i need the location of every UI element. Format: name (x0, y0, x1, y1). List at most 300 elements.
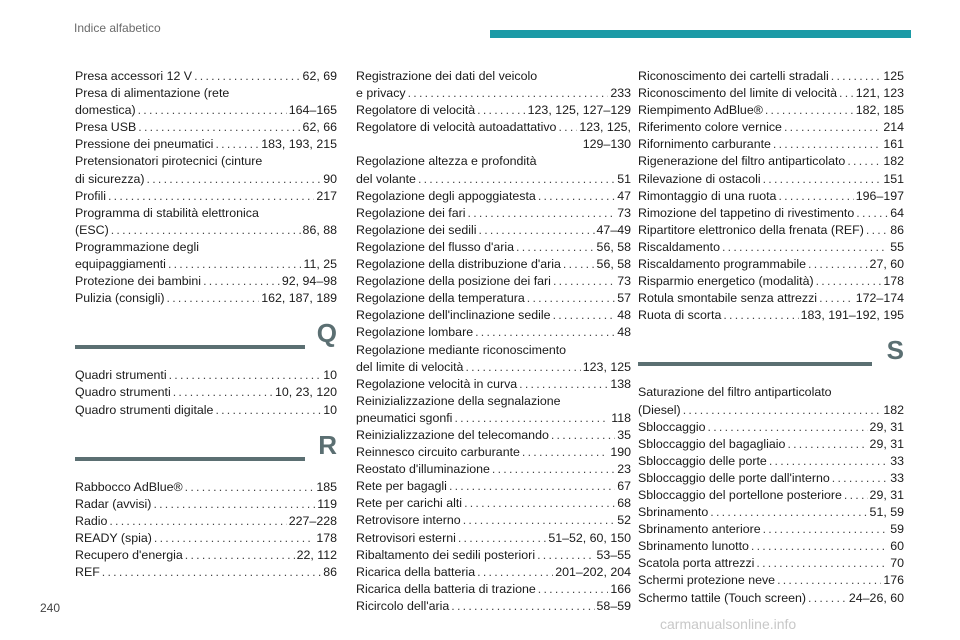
entry-line (638, 171, 904, 188)
index-entry[interactable] (638, 239, 904, 256)
index-entry[interactable] (356, 205, 631, 222)
page-references[interactable]: 27, 60 (869, 257, 904, 272)
entry-line (356, 512, 631, 529)
entry-line (638, 102, 904, 119)
page-references[interactable]: 201–202, 204 (555, 564, 631, 579)
index-entry[interactable] (638, 384, 904, 418)
page-references[interactable]: 29, 31 (869, 487, 904, 502)
entry-line (356, 273, 631, 290)
dot-leader (558, 119, 577, 136)
dot-leader (819, 290, 854, 307)
entry-line (356, 444, 631, 461)
entry-line (638, 590, 904, 607)
dot-leader (722, 239, 888, 256)
entry-text: Recupero d'energia (75, 547, 183, 562)
dot-leader (154, 530, 314, 547)
dot-leader (451, 598, 594, 615)
page-references[interactable]: 52 (617, 513, 631, 528)
index-entry[interactable] (638, 222, 904, 239)
index-entry[interactable] (638, 188, 904, 205)
dot-leader (464, 495, 615, 512)
index-entry[interactable] (638, 205, 904, 222)
entry-text: Riconoscimento dei cartelli stradali (638, 69, 829, 83)
page-references[interactable]: 227–228 (288, 513, 337, 528)
index-entry[interactable] (638, 504, 904, 521)
entry-text: Regolazione della posizione dei fari (356, 274, 551, 289)
index-entry[interactable] (638, 521, 904, 538)
entry-text: Regolazione lombare (356, 325, 474, 340)
index-entry[interactable] (638, 171, 904, 188)
dot-leader (463, 512, 616, 529)
page-references[interactable]: 47–49 (596, 222, 631, 237)
dot-leader (108, 188, 314, 205)
entry-line (75, 119, 337, 136)
dot-leader (109, 513, 286, 530)
index-entry[interactable] (638, 307, 904, 324)
entry-line (638, 555, 904, 572)
entry-text: Regolazione dei fari (356, 205, 466, 220)
index-entry[interactable] (356, 273, 631, 290)
index-entry[interactable] (75, 188, 337, 205)
index-entry[interactable] (356, 478, 631, 495)
dot-leader (408, 85, 609, 102)
entry-text: Retrovisore interno (356, 513, 461, 528)
dot-leader (102, 564, 321, 581)
entry-line (356, 359, 631, 376)
index-entry[interactable] (75, 496, 337, 513)
entry-text: (Diesel) (638, 402, 681, 417)
page-references[interactable]: 73 (617, 205, 631, 220)
page-number: 240 (40, 601, 61, 615)
entry-line (356, 461, 631, 478)
entry-line (356, 222, 631, 239)
entry-text: Regolatore di velocità (356, 103, 476, 118)
index-entry[interactable] (75, 547, 337, 564)
entry-line (356, 598, 631, 615)
index-entry[interactable] (356, 307, 631, 324)
dot-leader (808, 590, 847, 607)
entry-text: Quadro strumenti digitale (75, 402, 214, 417)
page-references[interactable]: 58–59 (596, 598, 631, 613)
entry-text: Regolazione velocità in curva (356, 376, 518, 391)
entry-line (638, 119, 904, 136)
page-references[interactable]: 70 (890, 556, 904, 571)
dot-leader (475, 324, 615, 341)
index-entry[interactable] (356, 512, 631, 529)
page-references[interactable]: 164–165 (288, 103, 337, 118)
section-header-r (75, 429, 337, 473)
entry-line (638, 572, 904, 589)
entry-line (356, 478, 631, 495)
page-references[interactable]: 35 (617, 427, 631, 442)
page-references[interactable]: 48 (617, 308, 631, 323)
entry-text: Profili (75, 188, 106, 203)
page-references[interactable]: 51–52, 60, 150 (548, 530, 631, 545)
index-entry[interactable] (75, 153, 337, 187)
entry-text: Regolazione dell'inclinazione sedile (356, 308, 551, 323)
entry-line (638, 419, 904, 436)
dot-leader (522, 444, 608, 461)
page-references[interactable]: 118 (611, 410, 631, 425)
page-references[interactable]: 56, 58 (596, 239, 631, 254)
dot-leader (519, 376, 608, 393)
index-entry[interactable] (638, 572, 904, 589)
page-references[interactable]: 86 (323, 565, 337, 580)
dot-leader (538, 188, 615, 205)
index-entry[interactable] (75, 136, 337, 153)
dot-leader (847, 153, 881, 170)
index-entry[interactable] (75, 85, 337, 119)
index-entry[interactable] (75, 530, 337, 547)
page-references[interactable]: 121, 123 (855, 86, 904, 101)
page-references[interactable]: 92, 94–98 (281, 274, 337, 289)
page-references[interactable]: 10 (323, 402, 337, 417)
index-entry[interactable] (356, 393, 631, 427)
dot-leader (832, 470, 888, 487)
dot-leader (465, 359, 580, 376)
entry-line (356, 410, 631, 427)
page-references[interactable]: 182, 185 (855, 103, 904, 118)
entry-text: Ribaltamento dei sedili posteriori (356, 547, 536, 562)
entry-line (75, 171, 337, 188)
index-entry[interactable] (356, 239, 631, 256)
entry-text: Pretensionatori pirotecnici (cinture (75, 154, 263, 169)
entry-line (638, 521, 904, 538)
dot-leader (866, 222, 888, 239)
entry-text: Schermo tattile (Touch screen) (638, 590, 807, 605)
page-references-continued[interactable]: 129–130 (582, 137, 631, 152)
page-references[interactable]: 90 (323, 171, 337, 186)
dot-leader (168, 256, 302, 273)
page-references[interactable]: 182 (883, 402, 904, 417)
page-references[interactable]: 214 (883, 120, 904, 135)
page-references[interactable]: 59 (890, 522, 904, 537)
entry-line (638, 136, 904, 153)
index-entry[interactable] (356, 598, 631, 615)
index-entry[interactable] (356, 564, 631, 581)
page-references[interactable]: 119 (317, 496, 337, 511)
entry-text: Presa di alimentazione (rete (75, 86, 230, 101)
index-entry[interactable] (75, 205, 337, 239)
page-references[interactable]: 176 (883, 573, 904, 588)
index-entry[interactable] (75, 119, 337, 136)
page-references[interactable]: 51, 59 (869, 505, 904, 520)
entry-text: Sbrinamento (638, 505, 709, 520)
page-references[interactable]: 190 (610, 445, 631, 460)
entry-line (75, 68, 337, 85)
dot-leader (708, 419, 868, 436)
entry-text: Scatola porta attrezzi (638, 556, 755, 571)
entry-text: Rabbocco AdBlue® (75, 479, 183, 494)
entry-text: Quadro strumenti (75, 385, 171, 400)
index-entry[interactable] (75, 384, 337, 401)
index-entry[interactable] (356, 427, 631, 444)
entry-line (75, 188, 337, 205)
index-column-3 (638, 68, 904, 607)
dot-leader (527, 290, 615, 307)
entry-text: Reinnesco circuito carburante (356, 445, 520, 460)
section-header-q (75, 318, 337, 361)
index-entry[interactable] (356, 102, 631, 119)
entry-line (356, 119, 631, 136)
entry-text: Quadri strumenti (75, 368, 167, 383)
index-entry[interactable] (356, 256, 631, 273)
index-entry[interactable] (638, 68, 904, 85)
page-references[interactable]: 62, 66 (302, 120, 337, 135)
dot-leader (169, 367, 322, 384)
entry-text: Pressione dei pneumatici (75, 137, 214, 152)
index-entry[interactable] (638, 119, 904, 136)
entry-text: Riempimento AdBlue® (638, 103, 763, 118)
entry-text: Radar (avvisi) (75, 496, 152, 511)
entry-line (356, 188, 631, 205)
page-references[interactable]: 196–197 (855, 188, 904, 203)
dot-leader (492, 461, 615, 478)
page-references[interactable]: 64 (890, 205, 904, 220)
index-entry[interactable] (638, 153, 904, 170)
page-references[interactable]: 29, 31 (869, 419, 904, 434)
entry-text: Presa USB (75, 120, 137, 135)
index-entry[interactable] (638, 470, 904, 487)
index-entry[interactable] (356, 68, 631, 102)
dot-leader (468, 205, 616, 222)
page-references[interactable]: 56, 58 (596, 257, 631, 272)
dot-leader (765, 102, 854, 119)
entry-line (75, 273, 337, 290)
entry-text: Riferimento colore vernice (638, 120, 782, 135)
index-entry[interactable] (75, 513, 337, 530)
entry-text: Rifornimento carburante (638, 137, 771, 152)
page-references[interactable]: 48 (617, 325, 631, 340)
page-references[interactable]: 217 (316, 188, 337, 203)
page-references[interactable]: 172–174 (855, 291, 904, 306)
index-entry[interactable] (75, 367, 337, 384)
page-references[interactable]: 33 (890, 453, 904, 468)
entry-line (356, 85, 631, 102)
entry-text: Rilevazione di ostacoli (638, 171, 761, 186)
dot-leader (203, 273, 280, 290)
index-entry[interactable] (638, 290, 904, 307)
entry-line (638, 402, 904, 419)
index-entry[interactable] (638, 419, 904, 436)
index-entry[interactable] (356, 495, 631, 512)
index-entry[interactable] (356, 444, 631, 461)
entry-line (638, 239, 904, 256)
entry-text: Sbloccaggio del bagagliaio (638, 436, 786, 451)
index-entry[interactable] (638, 256, 904, 273)
page-references[interactable]: 151 (883, 171, 904, 186)
dot-leader (816, 273, 882, 290)
dot-leader (773, 136, 881, 153)
entry-line (75, 222, 337, 239)
page-references[interactable]: 57 (617, 291, 631, 306)
index-entry[interactable] (356, 324, 631, 341)
page-references[interactable]: 125 (883, 69, 904, 83)
index-entry[interactable] (638, 436, 904, 453)
page-references[interactable]: 123, 125 (582, 359, 631, 374)
index-entry[interactable] (638, 136, 904, 153)
dot-leader (751, 538, 888, 555)
page-references[interactable]: 55 (890, 239, 904, 254)
page-references[interactable]: 47 (617, 188, 631, 203)
page-references[interactable]: 62, 69 (302, 69, 337, 83)
dot-leader (458, 530, 546, 547)
entry-text: READY (spia) (75, 530, 152, 545)
entry-text: Sbloccaggio delle porte dall'interno (638, 470, 830, 485)
entry-text: Reinizializzazione della segnalazione (356, 393, 561, 408)
page-references[interactable]: 123, 125, (579, 120, 631, 135)
index-entry[interactable] (75, 479, 337, 496)
entry-text: equipaggiamenti (75, 257, 166, 272)
dot-leader (839, 85, 854, 102)
dot-leader (553, 273, 615, 290)
index-entry[interactable] (356, 222, 631, 239)
index-entry[interactable] (638, 538, 904, 555)
index-entry[interactable] (638, 487, 904, 504)
index-entry[interactable] (638, 102, 904, 119)
dot-leader (479, 222, 595, 239)
dot-leader (710, 504, 867, 521)
entry-text: Rotula smontabile senza attrezzi (638, 291, 818, 306)
index-entry[interactable] (638, 273, 904, 290)
entry-text: Schermi protezione neve (638, 573, 776, 588)
entry-line (638, 68, 904, 85)
page-references[interactable]: 29, 31 (869, 436, 904, 451)
entry-text: Reinizializzazione del telecomando (356, 427, 549, 442)
page-references[interactable]: 10 (323, 368, 337, 383)
page-references[interactable]: 178 (883, 274, 904, 289)
entry-text: Saturazione del filtro antiparticolato (638, 385, 832, 400)
watermark: carmanualsonline.info (660, 616, 797, 632)
dot-leader (831, 68, 882, 85)
page-references[interactable]: 60 (890, 539, 904, 554)
dot-leader (111, 222, 301, 239)
entry-text: pneumatici sgonfi (356, 410, 453, 425)
dot-leader (138, 102, 287, 119)
section-header-s (638, 335, 904, 378)
entry-text: Rimozione del tappetino di rivestimento (638, 205, 855, 220)
dot-leader (215, 136, 259, 153)
entry-text: Riscaldamento programmabile (638, 257, 807, 272)
page-references[interactable]: 166 (610, 581, 631, 596)
section-letter: Q (316, 318, 337, 349)
page-references[interactable]: 33 (890, 470, 904, 485)
dot-leader (454, 410, 609, 427)
page-references[interactable]: 183, 191–192, 195 (800, 308, 904, 323)
index-entry[interactable] (75, 564, 337, 581)
dot-leader (185, 547, 295, 564)
index-entry[interactable] (356, 461, 631, 478)
entry-text: Rimontaggio di una ruota (638, 188, 777, 203)
index-entry[interactable] (356, 188, 631, 205)
page-references[interactable]: 161 (883, 137, 904, 152)
dot-leader (683, 402, 882, 419)
page-references[interactable]: 22, 112 (296, 547, 337, 562)
entry-line (638, 205, 904, 222)
entry-text: Regolazione mediante riconoscimento (356, 342, 567, 357)
index-entry[interactable] (356, 547, 631, 564)
entry-line (75, 479, 337, 496)
entry-line (356, 205, 631, 222)
index-entry[interactable] (75, 273, 337, 290)
dot-leader (147, 171, 322, 188)
page-references[interactable]: 73 (617, 274, 631, 289)
index-entry[interactable] (638, 555, 904, 572)
entry-text: Ricarica della batteria di trazione (356, 581, 536, 596)
entry-text: Protezione dei bambini (75, 274, 202, 289)
index-entry[interactable] (75, 402, 337, 419)
entry-text: del limite di velocità (356, 359, 464, 374)
section-letter: S (886, 335, 904, 366)
page-references[interactable]: 138 (610, 376, 631, 391)
page-references[interactable]: 162, 187, 189 (261, 291, 337, 306)
entry-text: del volante (356, 171, 416, 186)
index-entry[interactable] (356, 290, 631, 307)
page-references[interactable]: 182 (883, 154, 904, 169)
page-references[interactable]: 123, 125, 127–129 (527, 103, 631, 118)
dot-leader (194, 68, 300, 85)
section-letter: R (318, 429, 337, 460)
page-references[interactable]: 23 (617, 462, 631, 477)
page-references[interactable]: 86 (890, 222, 904, 237)
page-references[interactable]: 68 (617, 496, 631, 511)
entry-line (75, 384, 337, 401)
index-entry[interactable] (356, 119, 631, 153)
entry-line (356, 530, 631, 547)
index-entry[interactable] (638, 85, 904, 102)
entry-text: Radio (75, 513, 108, 528)
page-references[interactable]: 233 (610, 86, 631, 101)
entry-line (356, 547, 631, 564)
entry-text: Sbrinamento lunotto (638, 539, 749, 554)
page-references[interactable]: 11, 25 (303, 257, 337, 272)
index-entry[interactable] (356, 376, 631, 393)
page-references[interactable]: 86, 88 (302, 222, 337, 237)
entry-text: Presa accessori 12 V (75, 69, 193, 83)
index-entry[interactable] (75, 239, 337, 273)
entry-line (75, 496, 337, 513)
header-accent-bar (490, 30, 911, 38)
index-entry[interactable] (638, 590, 904, 607)
page-references[interactable]: 178 (316, 530, 337, 545)
entry-text: Rigenerazione del filtro antiparticolato (638, 154, 846, 169)
entry-text: Registrazione dei dati del veicolo (356, 69, 538, 83)
dot-leader (449, 478, 615, 495)
index-entry[interactable] (638, 453, 904, 470)
index-entry[interactable] (75, 290, 337, 307)
page-references[interactable]: 185 (316, 479, 337, 494)
index-entry[interactable] (75, 68, 337, 85)
index-entry[interactable] (356, 342, 631, 376)
entry-line (75, 256, 337, 273)
entry-line (356, 495, 631, 512)
page-references[interactable]: 67 (617, 479, 631, 494)
page-references[interactable]: 24–26, 60 (848, 590, 904, 605)
entry-text: Regolazione del flusso d'aria (356, 239, 515, 254)
entry-text: Ripartitore elettronico della frenata (REF) (638, 222, 864, 237)
dot-leader (844, 487, 868, 504)
index-entry[interactable] (356, 530, 631, 547)
dot-leader (538, 581, 609, 598)
index-entry[interactable] (356, 153, 631, 187)
page-references[interactable]: 183, 193, 215 (261, 137, 337, 152)
page-references[interactable]: 10, 23, 120 (274, 385, 337, 400)
index-entry[interactable] (356, 581, 631, 598)
page-references[interactable]: 53–55 (596, 547, 631, 562)
entry-text: domestica) (75, 103, 136, 118)
entry-line (75, 136, 337, 153)
page-references[interactable]: 51 (617, 171, 631, 186)
